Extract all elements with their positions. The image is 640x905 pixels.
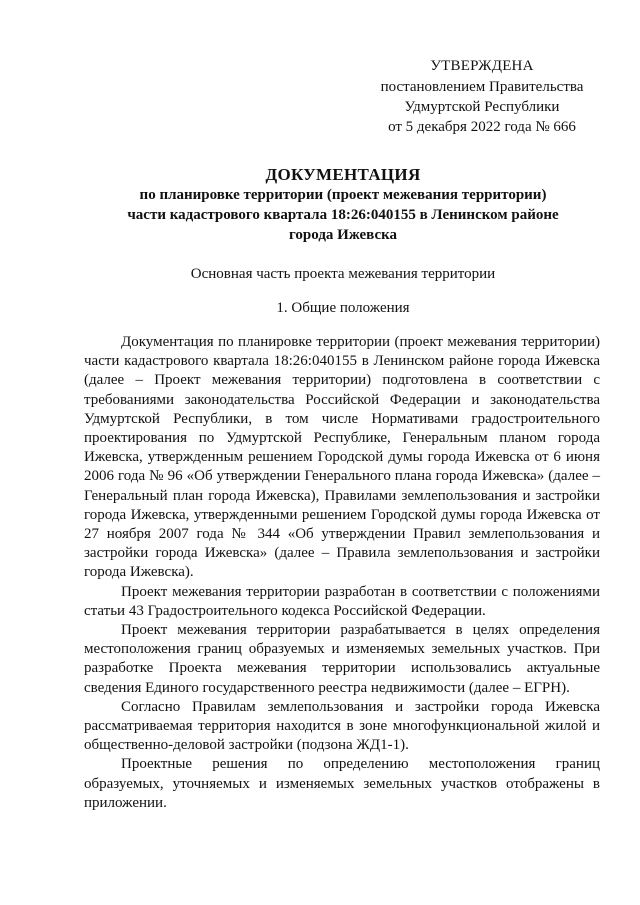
approval-stamp xyxy=(372,56,592,137)
document-title-block xyxy=(88,164,598,245)
paragraph: Проект межевания территории разработан в соответствии с положениями статьи 43 Градостроительного кодекса Российской Федерации. xyxy=(84,583,600,619)
approval-line-2: Удмуртской Республики xyxy=(404,99,560,115)
paragraph: Проектные решения по определению местоположения границ образуемых, уточняемых и изменяемых земельных участков отображены в приложении. xyxy=(84,756,600,811)
paragraph: Проект межевания территории разрабатывается в целях определения местоположения границ образуемых и изменяемых земельных участков. При разработке Проекта межевания территории использовались актуальные сведения Единого государственного реестра недвижимости (далее – ЕГРН). xyxy=(84,622,600,696)
document-subtitle-line-3: города Ижевска xyxy=(288,227,398,243)
approval-line-3: от 5 декабря 2022 года № 666 xyxy=(388,119,576,135)
document-title: ДОКУМЕНТАЦИЯ xyxy=(265,165,421,184)
paragraph: Документация по планировке территории (проект межевания территории) части кадастрового квартала 18:26:040155 в Ленинском районе города Ижевска (далее – Проект межевания территории) подготовлена в соответствии с требованиями законодательства Российской Федерации и законодательства Удмуртской Республики, в том числе Нормативами градостроительного проектирования по Удмуртской Республике, Генеральным планом города Ижевска, утвержденным решением Городской думы города Ижевска от 6 июня 2006 года № 96 «Об утверждении Генерального плана города Ижевска» (далее – Генеральный план города Ижевска), Правилами землепользования и застройки города Ижевска, утвержденными решением Городской думы города Ижевска от 27 ноября 2007 года № 344 «Об утверждении Правил землепользования и застройки города Ижевска» (далее – Правила землепользования и застройки города Ижевска). xyxy=(84,334,600,581)
paragraph: Согласно Правилам землепользования и застройки города Ижевска рассматриваемая территория находится в зоне многофункциональной жилой и общественно-деловой застройки (подзона ЖД1-1). xyxy=(84,698,600,754)
document-subtitle-line-1: по планировке территории (проект межевания территории) xyxy=(139,187,547,203)
approval-heading: УТВЕРЖДЕНА xyxy=(430,58,534,74)
document-subtitle-line-2: части кадастрового квартала 18:26:040155 в Ленинском районе xyxy=(127,207,559,223)
approval-line-1: постановлением Правительства xyxy=(380,79,584,95)
main-part-heading: Основная часть проекта межевания территории xyxy=(190,266,496,282)
document-body xyxy=(84,333,600,813)
subsection-heading: 1. Общие положения xyxy=(276,300,410,316)
